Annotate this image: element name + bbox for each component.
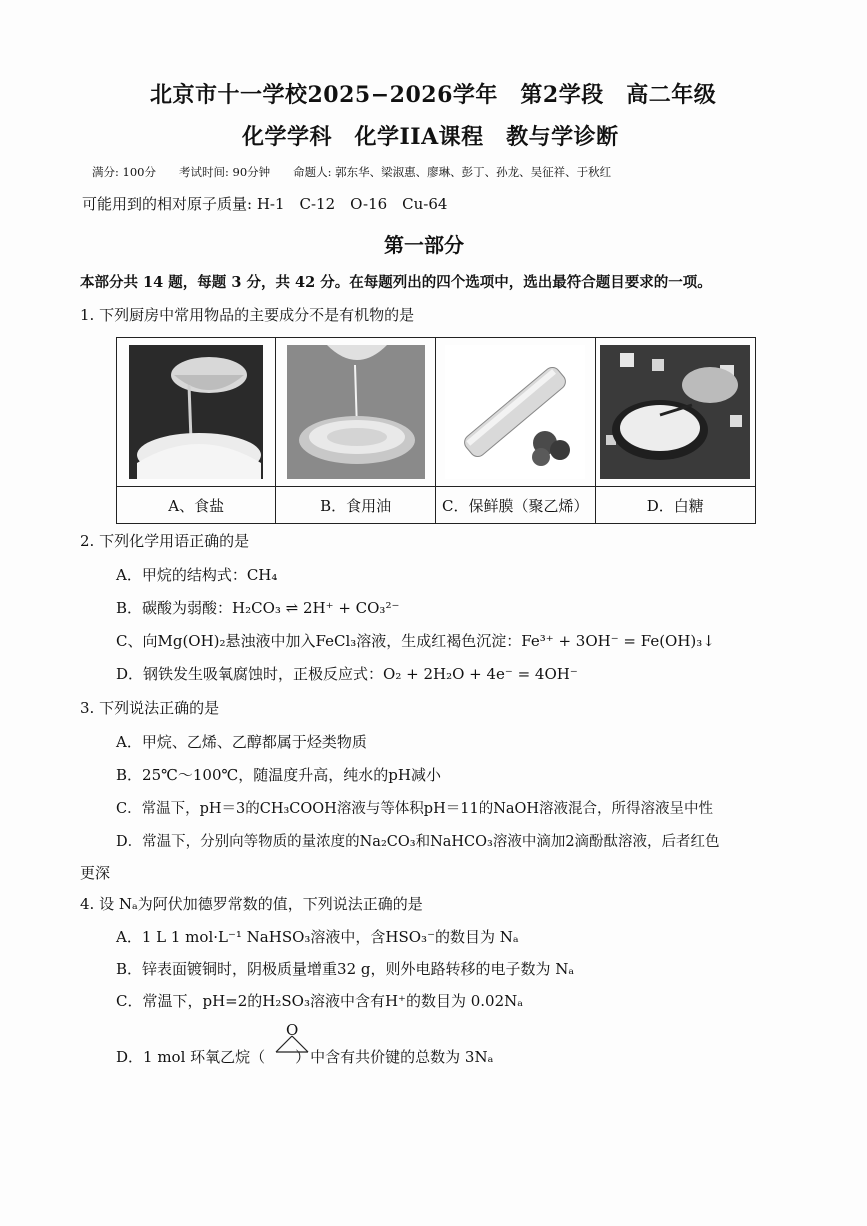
section-title: 第一部分 <box>384 233 464 257</box>
q1-option-b: B．食用油 <box>276 487 436 524</box>
q4-option-a: A．1 L 1 mol·L⁻¹ NaHSO₃溶液中，含HSO₃⁻的数目为 Nₐ <box>116 928 519 946</box>
q3-option-b: B．25℃～100℃，随温度升高，纯水的pH减小 <box>116 766 441 784</box>
section-instruction: 本部分共 14 题，每题 3 分，共 42 分。在每题列出的四个选项中，选出最符合题目要求的一项。 <box>80 274 712 291</box>
q1-stem: 1. 下列厨房中常用物品的主要成分不是有机物的是 <box>80 306 415 324</box>
q4-option-c: C．常温下，pH=2的H₂SO₃溶液中含有H⁺的数目为 0.02Nₐ <box>116 992 524 1010</box>
q1-option-a: A、食盐 <box>117 487 276 524</box>
q2-option-b: B．碳酸为弱酸：H₂CO₃ ⇌ 2H⁺ + CO₃²⁻ <box>116 599 400 617</box>
q1-image-table <box>116 337 756 524</box>
q1-image-a <box>117 338 276 487</box>
salt-image <box>129 345 263 479</box>
q1-image-b <box>276 338 436 487</box>
q2-option-d: D．钢铁发生吸氧腐蚀时，正极反应式：O₂ + 2H₂O + 4e⁻ = 4OH⁻ <box>116 665 578 683</box>
q1-image-d <box>595 338 755 487</box>
q2-stem: 2. 下列化学用语正确的是 <box>80 532 250 550</box>
page-title-line1: 北京市十一学校2025−2026学年 第2学段 高二年级 <box>150 82 717 108</box>
q4-option-b: B．锌表面镀铜时，阴极质量增重32 g，则外电路转移的电子数为 Nₐ <box>116 960 575 978</box>
q1-option-c: C．保鲜膜（聚乙烯） <box>435 487 595 524</box>
q4-option-d-oxygen-label: O <box>286 1021 299 1039</box>
q1-image-c <box>435 338 595 487</box>
q2-option-c: C、向Mg(OH)₂悬浊液中加入FeCl₃溶液，生成红褐色沉淀：Fe³⁺ + 3OH⁻ = Fe(OH)₃↓ <box>116 632 715 650</box>
q4-stem: 4. 设 Nₐ为阿伏加德罗常数的值，下列说法正确的是 <box>80 895 423 913</box>
q1-option-d: D．白糖 <box>595 487 755 524</box>
q3-option-d-line1: D．常温下，分别向等物质的量浓度的Na₂CO₃和NaHCO₃溶液中滴加2滴酚酞溶液，后者红色 <box>116 834 720 850</box>
atomic-mass-note: 可能用到的相对原子质量: H-1 C-12 O-16 Cu-64 <box>82 195 448 213</box>
q3-option-a: A．甲烷、乙烯、乙醇都属于烃类物质 <box>116 733 367 751</box>
plastic-wrap-image <box>445 345 585 479</box>
white-sugar-image <box>600 345 750 479</box>
q2-option-a: A．甲烷的结构式：CH₄ <box>116 566 278 584</box>
q3-stem: 3. 下列说法正确的是 <box>80 699 220 717</box>
cooking-oil-image <box>287 345 425 479</box>
epoxy-ring-structure <box>262 1034 322 1058</box>
page-title-line2: 化学学科 化学IIA课程 教与学诊断 <box>242 124 619 150</box>
q3-option-c: C．常温下，pH＝3的CH₃COOH溶液与等体积pH＝11的NaOH溶液混合，所得溶液呈中性 <box>116 801 714 817</box>
exam-meta: 满分: 100分 考试时间: 90分钟 命题人: 郭东华、梁淑惠、廖琳、彭丁、孙龙、吴征祥、于秋红 <box>92 165 612 179</box>
q4-option-d: D．1 mol 环氧乙烷（ ）中含有共价键的总数为 3Nₐ <box>116 1048 494 1066</box>
q3-option-d-line2: 更深 <box>80 864 111 882</box>
